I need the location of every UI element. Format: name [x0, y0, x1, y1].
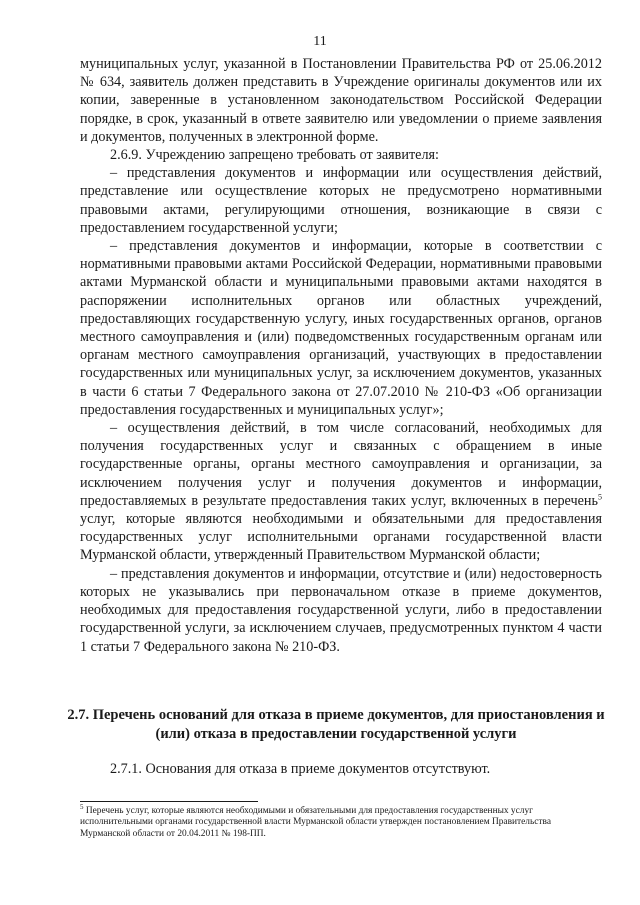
list-item-1: – представления документов и информации или осуществления действий, представление или осуществление которых не предусмотрено нормативными правовыми актами, регулирующими отношения, возникающие в связи с предоставлением государственной услуги; [80, 165, 602, 236]
paragraph-continuation: муниципальных услуг, указанной в Постановлении Правительства РФ от 25.06.2012 № 634, заявитель должен представить в Учреждение оригиналы документов или их копии, заверенные в установленном законодательством Российской Федерации порядке, в срок, указанный в ответе заявителю или уведомлении о приеме заявления и документов, полученных в электронной форме. [80, 56, 602, 145]
footnote [80, 802, 602, 840]
section-heading-2-7: 2.7. Перечень оснований для отказа в приеме документов, для приостановления и (или) отказа в предоставлении государственной услуги [67, 707, 605, 742]
footnote-divider [80, 801, 258, 802]
list-item-2: – представления документов и информации, которые в соответствии с нормативными правовыми актами Российской Федерации, нормативными правовыми актами Мурманской области и муниципальными правовыми актами находятся в распоряжении исполнительных органов или областных учреждений, предоставляющих государственную услугу, иных государственных органов, органов местного самоуправления и (или) подведомственных государственным органам или органам местного самоуправления организаций, участвующих в предоставлении государственных или муниципальных услуг, за исключением документов, указанных в части 6 статьи 7 Федерального закона от 27.07.2010 № 210-ФЗ «Об организации предоставления государственных и муниципальных услуг»; [80, 238, 602, 418]
footnote-reference: 5 [598, 492, 602, 502]
list-item-3-text-before: – осуществления действий, в том числе согласований, необходимых для получения государственных услуг и связанных с обращением в иные государственные органы, органы местного самоуправления и организации, за исключением получения услуг и получения документов и информации, предоставляемых в результате предоставления таких услуг, включенных в перечень [80, 420, 602, 509]
footnote-marker: 5 [80, 802, 84, 811]
list-item-3 [80, 419, 602, 565]
paragraph-2-7-1: 2.7.1. Основания для отказа в приеме документов отсутствуют. [110, 761, 491, 777]
page-number: 11 [313, 34, 327, 49]
paragraph-2-6-9: 2.6.9. Учреждению запрещено требовать от заявителя: [110, 147, 439, 164]
footnote-text: Перечень услуг, которые являются необходимыми и обязательными для предоставления государственных услуг исполнительными органами государственной власти Мурманской области утвержден постановлением Правительства Мурманской области от 20.04.2011 № 198-ПП. [80, 806, 551, 839]
list-item-3-text-after: услуг, которые являются необходимыми и обязательными для предоставления государственных услуг исполнительными органами государственной власти Мурманской области, утвержденный Правительством Мурманской области; [80, 511, 602, 564]
list-item-4: – представления документов и информации, отсутствие и (или) недостоверность которых не указывались при первоначальном отказе в приеме документов, необходимых для предоставления государственной услуги, либо в предоставлении государственной услуги, за исключением случаев, предусмотренных пунктом 4 части 1 статьи 7 Федерального закона № 210-ФЗ. [80, 565, 602, 655]
body-text [80, 55, 602, 656]
